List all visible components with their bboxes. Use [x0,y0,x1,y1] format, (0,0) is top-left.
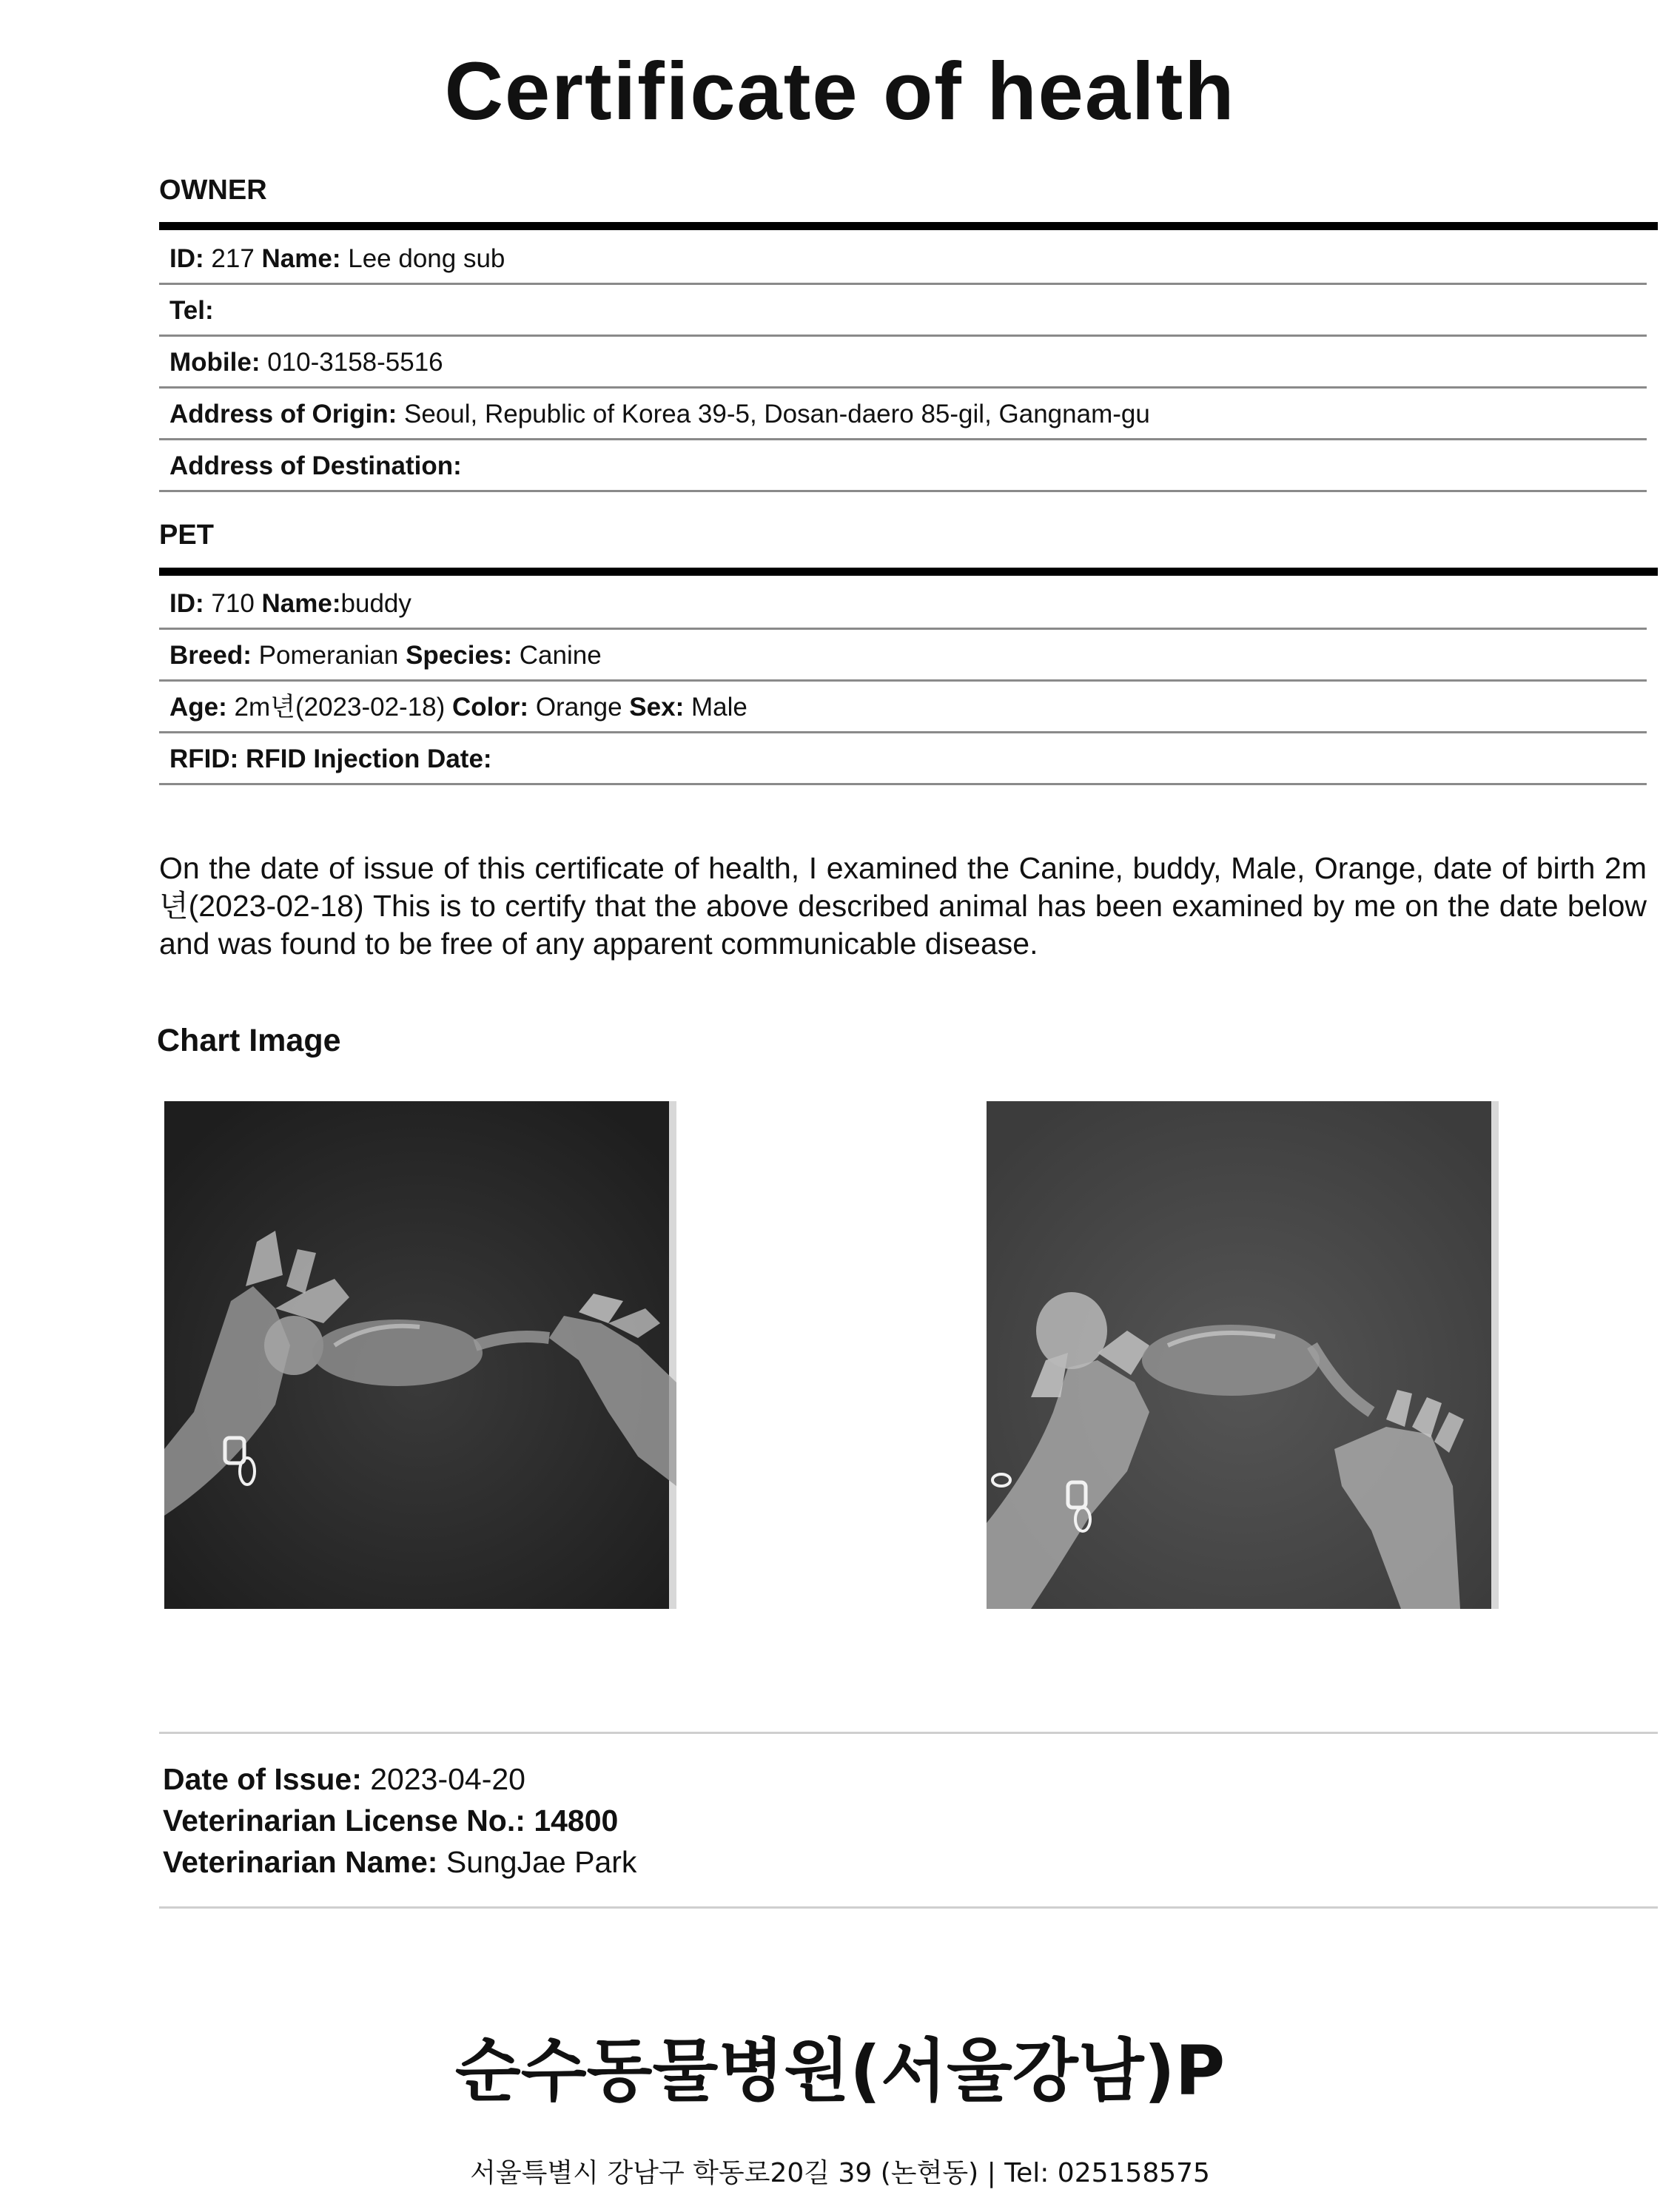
pet-age-row [159,682,1647,733]
pet-heading: PET [159,520,214,551]
vet-license-label: Veterinarian License No.: [163,1804,525,1838]
vet-name-label: Veterinarian Name: [163,1845,438,1879]
pet-breed-row [159,630,1647,682]
xray-image-2 [987,1101,1499,1609]
owner-origin-row [159,389,1647,440]
chart-image-label: Chart Image [157,1023,341,1058]
pet-id-label: ID: [169,589,204,618]
vet-license-value: 14800 [534,1804,619,1838]
owner-destination-row [159,440,1647,492]
pet-color-value: Orange [535,693,622,722]
pet-rule [159,568,1658,576]
pet-breed-label: Breed: [169,641,252,670]
owner-mobile-label: Mobile: [169,348,261,377]
issue-bottom-divider [159,1906,1658,1909]
issue-top-divider [159,1732,1658,1734]
pet-breed-value: Pomeranian [258,641,399,670]
pet-age-label: Age: [169,693,227,722]
xray-image-1 [164,1101,676,1609]
pet-species-value: Canine [519,641,602,670]
pet-id-value: 710 [211,589,255,618]
owner-id-row [159,233,1647,285]
vet-name [163,1841,636,1883]
pet-species-label: Species: [406,641,513,670]
owner-mobile-row [159,337,1647,389]
pet-age-value: 2m년(2023-02-18) [234,693,446,722]
pet-sex-label: Sex: [629,693,685,722]
pet-name-value: buddy [340,589,411,618]
date-of-issue [163,1758,525,1800]
owner-tel-label: Tel: [169,296,214,325]
pet-name-label: Name: [261,589,341,618]
date-of-issue-label: Date of Issue: [163,1762,362,1796]
owner-heading: OWNER [159,175,267,206]
owner-mobile-value: 010-3158-5516 [267,348,443,377]
owner-name-value: Lee dong sub [348,244,505,273]
clinic-name: 순수동물병원(서울강남)P [454,2031,1226,2111]
vet-name-value: SungJae Park [446,1845,637,1879]
xray-image-1-graphic [164,1101,676,1609]
pet-rfid-label: RFID: [169,744,239,773]
certificate-title: Certificate of health [444,46,1236,137]
pet-rfid-date-label: RFID Injection Date: [246,744,492,773]
pet-rfid-row [159,733,1647,785]
owner-tel-row [159,285,1647,337]
date-of-issue-value: 2023-04-20 [370,1762,525,1796]
pet-color-label: Color: [452,693,529,722]
certification-statement: On the date of issue of this certificate of health, I examined the Canine, buddy, Male, Orange, date of birth 2m년(2023-02-18) This is to certify that the above described animal has been examined by me on the date below and was found to be free of any apparent communicable disease. [159,851,1647,961]
clinic-address: 서울특별시 강남구 학동로20길 39 (논현동) | Tel: 025158575 [470,2158,1210,2188]
vet-license [163,1800,618,1841]
pet-id-row [159,578,1647,630]
pet-sex-value: Male [691,693,747,722]
owner-id-value: 217 [211,244,255,273]
xray-image-2-graphic [987,1101,1499,1609]
owner-origin-label: Address of Origin: [169,400,397,428]
owner-id-label: ID: [169,244,204,273]
owner-destination-label: Address of Destination: [169,451,462,480]
owner-rule [159,222,1658,230]
owner-origin-value: Seoul, Republic of Korea 39-5, Dosan-daero 85-gil, Gangnam-gu [403,400,1150,428]
owner-name-label: Name: [261,244,341,273]
